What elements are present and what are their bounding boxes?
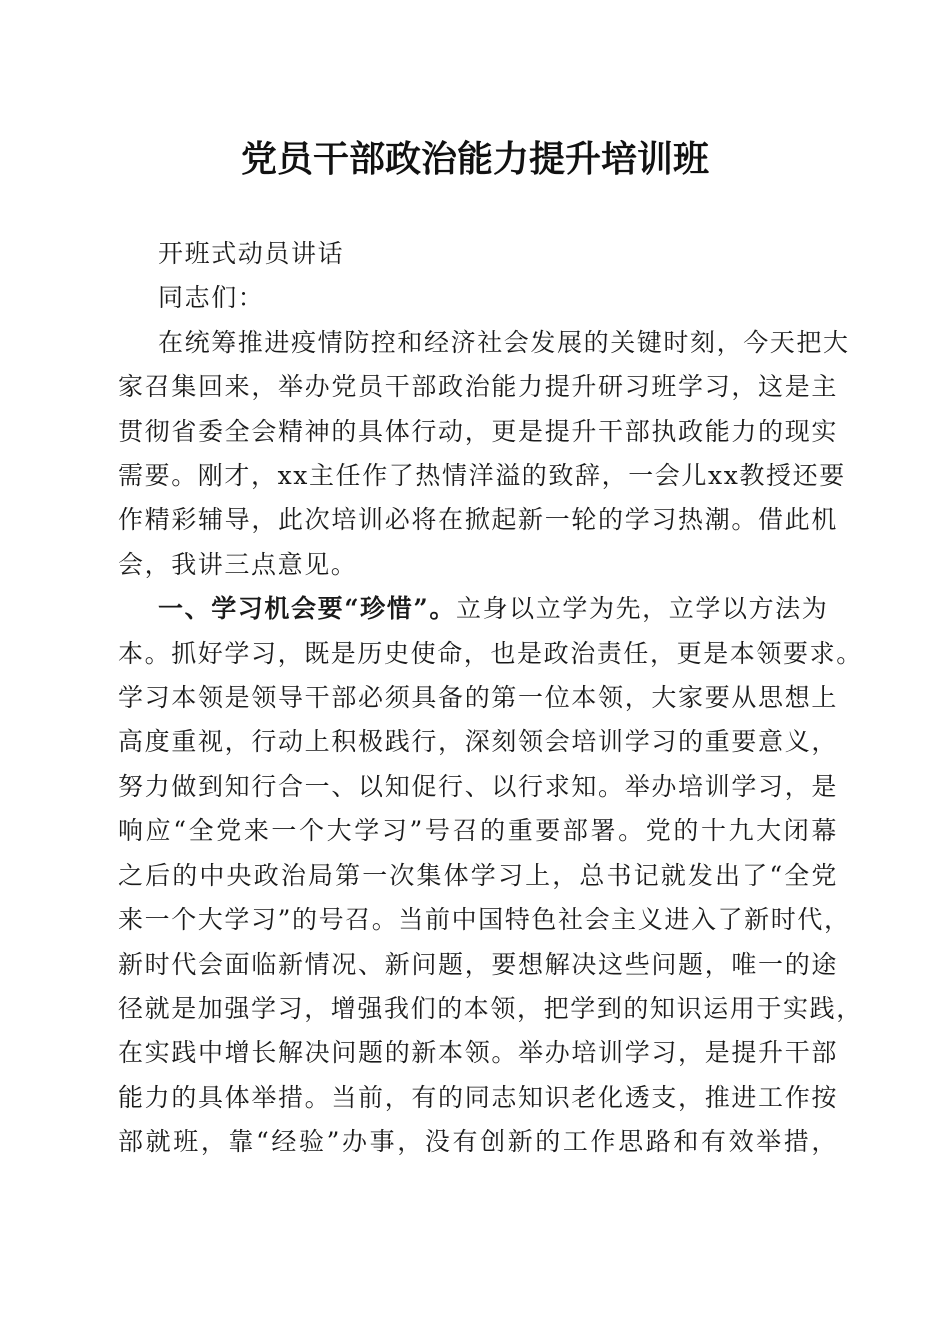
paragraph-line: 贯彻省委全会精神的具体行动，更是提升干部执政能力的现实	[118, 416, 838, 446]
paragraph-line: 来一个大学习”的号召。当前中国特色社会主义进入了新时代，	[118, 905, 851, 935]
section-heading-rest: 立身以立学为先，立学以方法为	[455, 594, 829, 624]
paragraph-line: 新时代会面临新情况、新问题，要想解决这些问题，唯一的途	[118, 949, 838, 979]
paragraph-line: 努力做到知行合一、以知促行、以行求知。举办培训学习，是	[118, 771, 838, 801]
paragraph-line: 家召集回来，举办党员干部政治能力提升研习班学习，这是主	[118, 372, 838, 402]
page-title: 党员干部政治能力提升培训班	[240, 138, 709, 180]
paragraph-line: 能力的具体举措。当前，有的同志知识老化透支，推进工作按	[118, 1082, 838, 1112]
paragraph-line: 需要。刚才，xx主任作了热情洋溢的致辞，一会儿xx教授还要	[118, 461, 846, 491]
section-one-paragraph	[118, 587, 863, 1164]
paragraph-line: 作精彩辅导，此次培训必将在掀起新一轮的学习热潮。借此机	[118, 505, 838, 535]
document-body	[118, 232, 863, 1165]
paragraph-line: 本。抓好学习，既是历史使命，也是政治责任，更是本领要求。	[118, 638, 863, 668]
section-heading-line	[118, 587, 838, 631]
paragraph-line: 响应“全党来一个大学习”号召的重要部署。党的十九大闭幕	[118, 816, 838, 846]
paragraph-line: 在统筹推进疫情防控和经济社会发展的关键时刻，今天把大	[158, 327, 850, 357]
paragraph-line: 高度重视，行动上积极践行，深刻领会培训学习的重要意义，	[118, 727, 838, 757]
intro-paragraph	[118, 321, 850, 587]
section-heading: 一、学习机会要“珍惜”。	[158, 594, 456, 624]
paragraph-line: 会，我讲三点意见。	[118, 549, 358, 579]
paragraph-line: 学习本领是领导干部必须具备的第一位本领，大家要从思想上	[118, 683, 838, 713]
subtitle: 开班式动员讲话	[158, 239, 345, 268]
paragraph-line: 之后的中央政治局第一次集体学习上，总书记就发出了“全党	[118, 860, 838, 890]
salutation: 同志们：	[158, 283, 265, 313]
paragraph-line: 部就班，靠“经验”办事，没有创新的工作思路和有效举措，	[118, 1127, 838, 1157]
paragraph-line: 在实践中增长解决问题的新本领。举办培训学习，是提升干部	[118, 1038, 838, 1068]
paragraph-line: 径就是加强学习，增强我们的本领，把学到的知识运用于实践，	[118, 993, 863, 1023]
